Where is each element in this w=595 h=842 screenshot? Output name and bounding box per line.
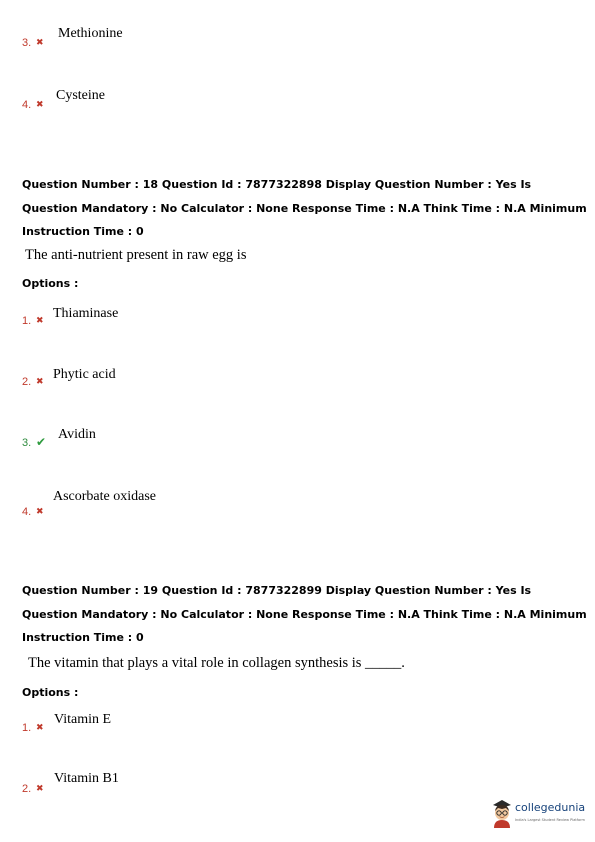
option-text: Avidin xyxy=(58,427,96,442)
cross-icon: ✖ xyxy=(36,315,44,325)
option-number: 4. xyxy=(22,99,32,111)
logo-wordmark: collegedunia xyxy=(515,801,586,814)
cross-icon: ✖ xyxy=(36,37,44,47)
collegedunia-logo xyxy=(490,798,590,832)
option-number: 3. xyxy=(22,437,32,449)
option-text: Ascorbate oxidase xyxy=(53,489,157,504)
option-text: Vitamin B1 xyxy=(54,771,119,786)
question-19-text: The vitamin that plays a vital role in collagen synthesis is _____. xyxy=(28,655,405,671)
option-number: 1. xyxy=(22,722,32,734)
option-number: 1. xyxy=(22,315,32,327)
option-text: Cysteine xyxy=(56,88,105,103)
option-text: Thiaminase xyxy=(53,306,119,321)
cross-icon: ✖ xyxy=(36,376,44,386)
logo-tagline: India's Largest Student Review Platform xyxy=(515,818,585,822)
cross-icon: ✖ xyxy=(36,99,44,109)
question-19-header: Question Number : 19 Question Id : 7877322899 Display Question Number : Yes Is Question Mandatory : No Calculator : None Response Time : N.A Think Time : N.A Minimum Instruction Time : 0 xyxy=(22,584,587,644)
cross-icon: ✖ xyxy=(36,506,44,516)
option-number: 2. xyxy=(22,376,32,388)
option-text: Phytic acid xyxy=(53,367,116,382)
option-number: 3. xyxy=(22,37,32,49)
option-number: 2. xyxy=(22,783,32,795)
question-18-header: Question Number : 18 Question Id : 7877322898 Display Question Number : Yes Is Question Mandatory : No Calculator : None Response Time : N.A Think Time : N.A Minimum Instruction Time : 0 xyxy=(22,178,587,238)
check-icon: ✔ xyxy=(36,435,47,449)
student-avatar-icon xyxy=(490,798,514,828)
options-label: Options : xyxy=(22,277,79,290)
cross-icon: ✖ xyxy=(36,722,44,732)
options-label: Options : xyxy=(22,686,79,699)
cross-icon: ✖ xyxy=(36,783,44,793)
option-number: 4. xyxy=(22,506,32,518)
option-text: Methionine xyxy=(58,26,123,41)
question-18-text: The anti-nutrient present in raw egg is xyxy=(25,247,247,263)
option-text: Vitamin E xyxy=(54,712,112,727)
